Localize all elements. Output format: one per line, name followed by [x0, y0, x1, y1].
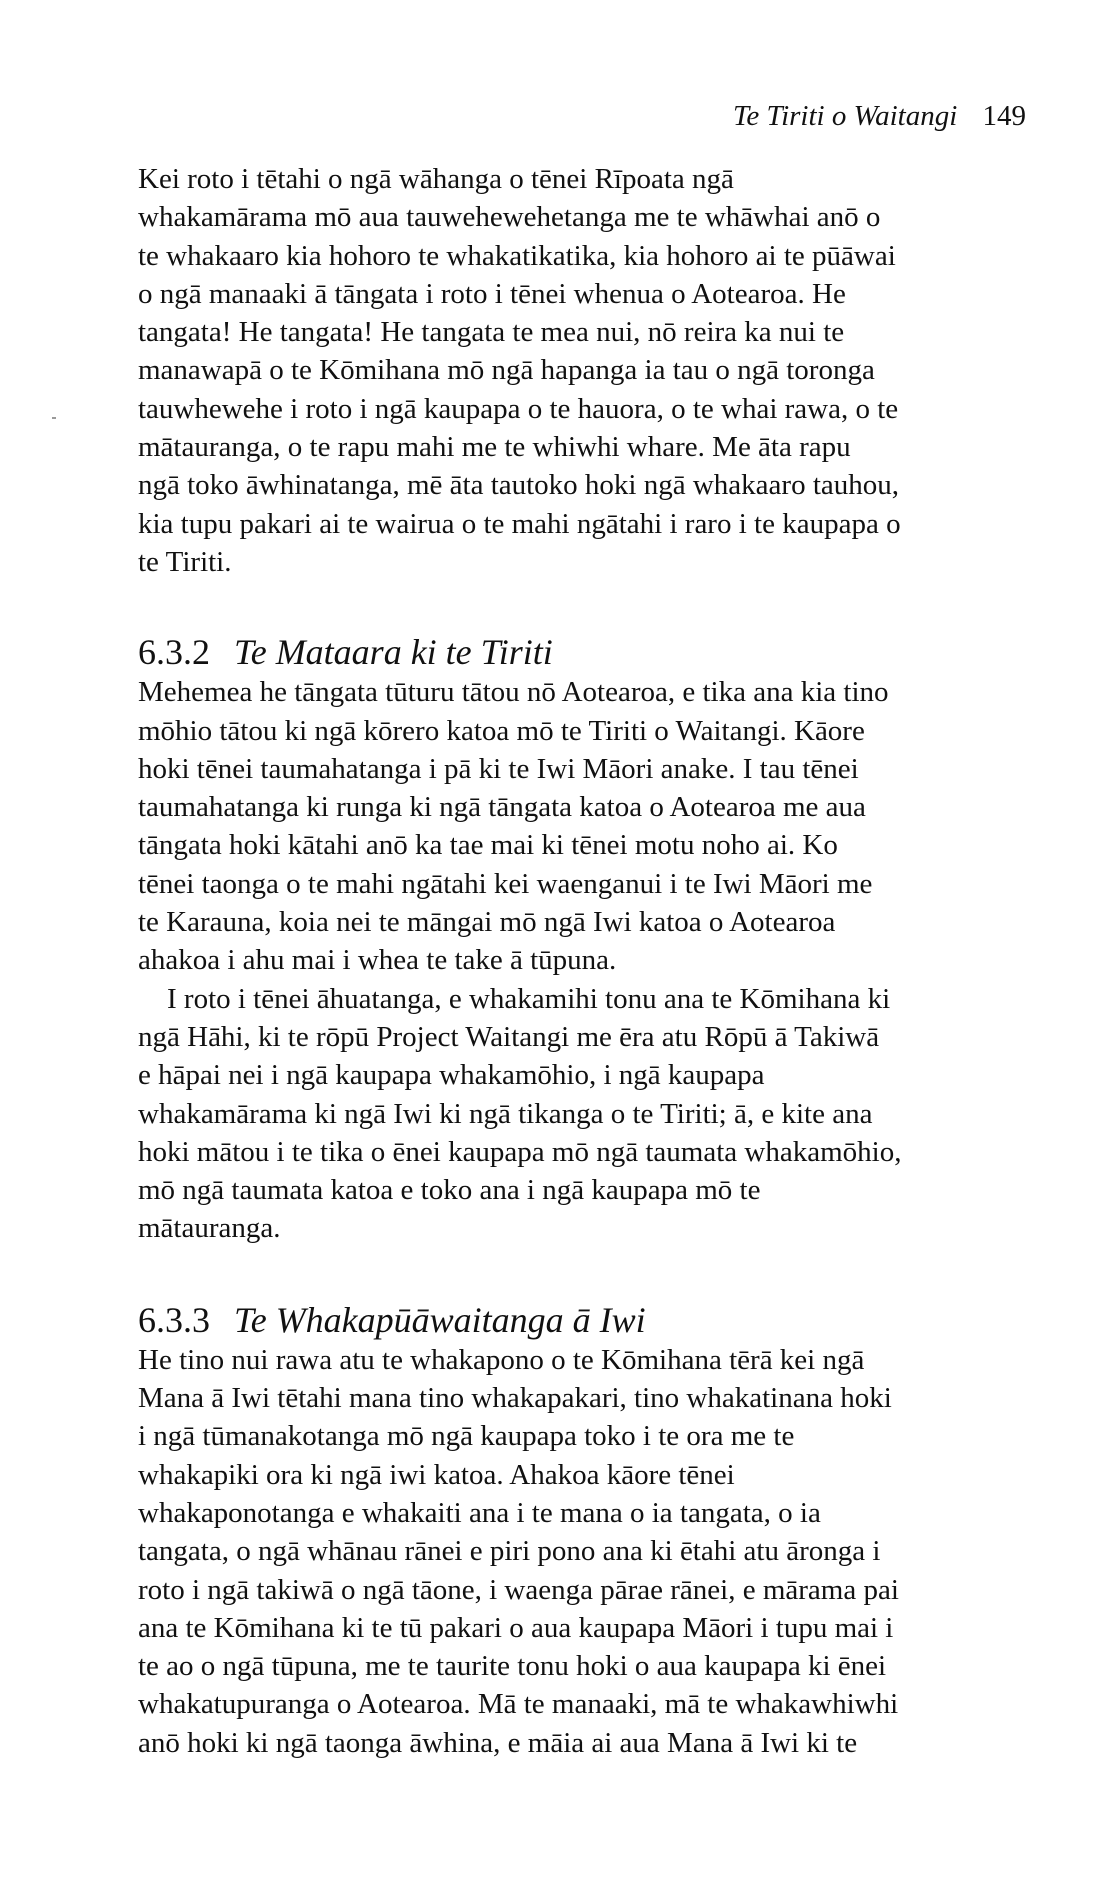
- section-number: 6.3.3: [138, 1299, 210, 1340]
- text-line: whakatupuranga o Aotearoa. Mā te manaaki, mā te whakawhiwhi: [138, 1688, 899, 1721]
- section-6-3-3-paragraph-1: [138, 1341, 1036, 1762]
- text-line: whakapiki ora ki ngā iwi katoa. Ahakoa kāore tēnei: [138, 1458, 735, 1491]
- text-line: tāngata hoki kātahi anō ka tae mai ki tēnei motu noho ai. Ko: [138, 829, 838, 862]
- text-line: ngā Hāhi, ki te rōpū Project Waitangi me ēra atu Rōpū ā Takiwā: [138, 1020, 880, 1053]
- section-heading-6-3-2: [138, 631, 1036, 673]
- text-line: tangata, o ngā whānau rānei e piri pono ana ki ētahi atu āronga i: [138, 1535, 881, 1568]
- body-text: [138, 160, 1036, 1762]
- section-heading-6-3-3: [138, 1299, 1036, 1341]
- text-line: whakaponotanga e whakaiti ana i te mana o ia tangata, o ia: [138, 1496, 821, 1529]
- section-6-3-2-paragraph-1: [138, 673, 1036, 979]
- text-line: Kei roto i tētahi o ngā wāhanga o tēnei Rīpoata ngā: [138, 163, 734, 195]
- text-line: mōhio tātou ki ngā kōrero katoa mō te Tiriti o Waitangi. Kāore: [138, 714, 865, 747]
- text-line: mō ngā taumata katoa e toko ana i ngā kaupapa mō te: [138, 1174, 761, 1207]
- section-title: Te Mataara ki te Tiriti: [234, 632, 553, 673]
- text-line: ana te Kōmihana ki te tū pakari o aua kaupapa Māori i tupu mai i: [138, 1611, 894, 1644]
- text-line: tēnei taonga o te mahi ngātahi kei waenganui i te Iwi Māori me: [138, 867, 873, 900]
- text-line: te ao o ngā tūpuna, me te taurite tonu hoki o aua kaupapa ki ēnei: [138, 1650, 887, 1683]
- text-line: ahakoa i ahu mai i whea te take ā tūpuna.: [138, 944, 617, 977]
- text-line: tauwhewehe i roto i ngā kaupapa o te hauora, o te whai rawa, o te: [138, 392, 899, 425]
- text-line: Mana ā Iwi tētahi mana tino whakapakari, tino whakatinana hoki: [138, 1382, 892, 1415]
- text-line: te Karauna, koia nei te māngai mō ngā Iwi katoa o Aotearoa: [138, 906, 836, 939]
- text-line: I roto i tēnei āhuatanga, e whakamihi tonu ana te Kōmihana ki: [167, 982, 891, 1015]
- text-line: anō hoki ki ngā taonga āwhina, e māia ai aua Mana ā Iwi ki te: [138, 1726, 858, 1759]
- margin-mark: [52, 417, 56, 419]
- text-line: hoki tēnei taumahatanga i pā ki te Iwi Māori anake. I tau tēnei: [138, 752, 859, 785]
- text-line: whakamārama ki ngā Iwi ki ngā tikanga o te Tiriti; ā, e kite ana: [138, 1097, 873, 1130]
- section-number: 6.3.2: [138, 632, 210, 673]
- text-line: manawapā o te Kōmihana mō ngā hapanga ia tau o ngā toronga: [138, 354, 875, 387]
- text-line: Mehemea he tāngata tūturu tātou nō Aotearoa, e tika ana kia tino: [138, 676, 889, 709]
- running-head-title: Te Tiriti o Waitangi: [732, 100, 958, 132]
- text-line: taumahatanga ki runga ki ngā tāngata katoa o Aotearoa me aua: [138, 791, 866, 824]
- section-title: Te Whakapūāwaitanga ā Iwi: [234, 1299, 646, 1340]
- text-line: whakamārama mō aua tauwehewehetanga me te whāwhai anō o: [138, 201, 881, 234]
- text-line: o ngā manaaki ā tāngata i roto i tēnei whenua o Aotearoa. He: [138, 277, 846, 310]
- text-line: ngā toko āwhinatanga, mē āta tautoko hoki ngā whakaaro tauhou,: [138, 469, 900, 502]
- text-line: hoki mātou i te tika o ēnei kaupapa mō ngā taumata whakamōhio,: [138, 1135, 902, 1168]
- text-line: mātauranga, o te rapu mahi me te whiwhi whare. Me āta rapu: [138, 431, 851, 464]
- text-line: e hāpai nei i ngā kaupapa whakamōhio, i ngā kaupapa: [138, 1059, 765, 1092]
- text-line: i ngā tūmanakotanga mō ngā kaupapa toko i te ora me te: [138, 1420, 795, 1453]
- text-line: tangata! He tangata! He tangata te mea nui, nō reira ka nui te: [138, 316, 845, 349]
- text-line: te Tiriti.: [138, 545, 232, 578]
- running-head: [733, 98, 1026, 134]
- text-line: He tino nui rawa atu te whakapono o te Kōmihana tērā kei ngā: [138, 1343, 865, 1376]
- section-6-3-2-paragraph-2: [138, 980, 1036, 1248]
- text-line: te whakaaro kia hohoro te whakatikatika, kia hohoro ai te pūāwai: [138, 239, 896, 272]
- text-line: roto i ngā takiwā o ngā tāone, i waenga pārae rānei, e mārama pai: [138, 1573, 899, 1606]
- page-number: 149: [982, 100, 1026, 132]
- text-line: kia tupu pakari ai te wairua o te mahi ngātahi i raro i te kaupapa o: [138, 507, 901, 540]
- intro-paragraph: [138, 160, 1036, 581]
- text-line: mātauranga.: [138, 1212, 281, 1245]
